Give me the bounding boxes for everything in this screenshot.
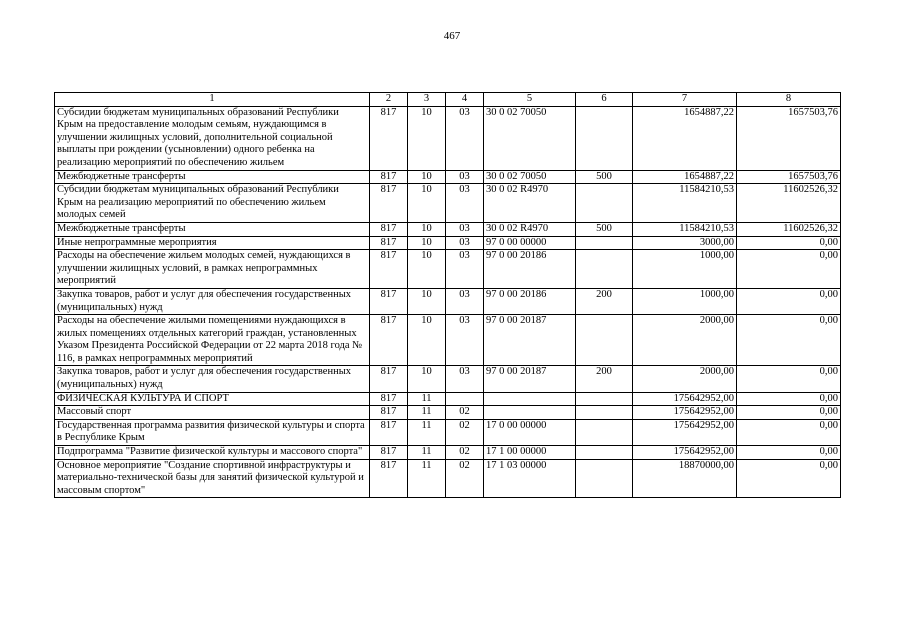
cell-target-article: 97 0 00 20186 — [484, 288, 576, 314]
cell-amount-year-2: 0,00 — [737, 392, 841, 406]
cell-grbs-code: 817 — [370, 446, 408, 460]
table-row — [55, 170, 841, 184]
cell-expense-name: Государственная программа развития физической культуры и спорта в Республике Крым — [55, 419, 370, 445]
cell-subsection-code: 02 — [446, 446, 484, 460]
cell-target-article: 30 0 02 R4970 — [484, 184, 576, 223]
cell-section-code: 10 — [408, 222, 446, 236]
cell-subsection-code: 03 — [446, 250, 484, 289]
header-col-5: 5 — [484, 93, 576, 107]
cell-amount-year-2: 0,00 — [737, 315, 841, 366]
cell-subsection-code: 03 — [446, 170, 484, 184]
table-row — [55, 106, 841, 170]
cell-grbs-code: 817 — [370, 366, 408, 392]
cell-subsection-code: 03 — [446, 288, 484, 314]
cell-amount-year-2: 0,00 — [737, 288, 841, 314]
cell-amount-year-1: 1000,00 — [633, 288, 737, 314]
cell-target-article: 30 0 02 70050 — [484, 170, 576, 184]
cell-target-article: 30 0 02 70050 — [484, 106, 576, 170]
cell-amount-year-2: 11602526,32 — [737, 222, 841, 236]
header-col-6: 6 — [576, 93, 633, 107]
cell-amount-year-1: 1654887,22 — [633, 106, 737, 170]
cell-grbs-code: 817 — [370, 106, 408, 170]
table-row — [55, 236, 841, 250]
cell-expense-name: Расходы на обеспечение жилыми помещениями нуждающихся в жилых помещениях отдельных категорий граждан, установленных Указом Президента Российской Федерации от 22 марта 2018 года № 116, в рамках непрограммных мероприятий — [55, 315, 370, 366]
cell-section-code: 10 — [408, 366, 446, 392]
cell-amount-year-2: 11602526,32 — [737, 184, 841, 223]
cell-grbs-code: 817 — [370, 222, 408, 236]
cell-expense-name: Основное мероприятие "Создание спортивной инфраструктуры и материально-технической базы для занятий физической культурой и массовым спортом" — [55, 459, 370, 498]
table-row — [55, 184, 841, 223]
table-row — [55, 250, 841, 289]
table-row — [55, 222, 841, 236]
cell-expense-type — [576, 236, 633, 250]
header-col-7: 7 — [633, 93, 737, 107]
cell-target-article: 97 0 00 20186 — [484, 250, 576, 289]
cell-expense-name: Межбюджетные трансферты — [55, 222, 370, 236]
cell-subsection-code: 03 — [446, 222, 484, 236]
cell-target-article — [484, 406, 576, 420]
table-row — [55, 288, 841, 314]
cell-expense-type — [576, 250, 633, 289]
cell-expense-type — [576, 184, 633, 223]
cell-section-code: 10 — [408, 106, 446, 170]
cell-grbs-code: 817 — [370, 170, 408, 184]
cell-subsection-code — [446, 392, 484, 406]
cell-target-article: 30 0 02 R4970 — [484, 222, 576, 236]
budget-table — [54, 92, 841, 498]
cell-expense-type: 500 — [576, 222, 633, 236]
cell-subsection-code: 03 — [446, 106, 484, 170]
cell-section-code: 10 — [408, 288, 446, 314]
cell-grbs-code: 817 — [370, 406, 408, 420]
cell-amount-year-1: 1654887,22 — [633, 170, 737, 184]
cell-grbs-code: 817 — [370, 459, 408, 498]
cell-expense-name: ФИЗИЧЕСКАЯ КУЛЬТУРА И СПОРТ — [55, 392, 370, 406]
cell-expense-name: Закупка товаров, работ и услуг для обеспечения государственных (муниципальных) нужд — [55, 366, 370, 392]
cell-grbs-code: 817 — [370, 392, 408, 406]
cell-amount-year-1: 175642952,00 — [633, 392, 737, 406]
cell-expense-type: 500 — [576, 170, 633, 184]
cell-subsection-code: 02 — [446, 406, 484, 420]
cell-amount-year-2: 0,00 — [737, 236, 841, 250]
cell-subsection-code: 03 — [446, 315, 484, 366]
table-row — [55, 419, 841, 445]
cell-subsection-code: 03 — [446, 236, 484, 250]
cell-amount-year-1: 175642952,00 — [633, 406, 737, 420]
cell-amount-year-2: 1657503,76 — [737, 170, 841, 184]
cell-section-code: 10 — [408, 315, 446, 366]
cell-amount-year-1: 3000,00 — [633, 236, 737, 250]
cell-target-article — [484, 392, 576, 406]
cell-expense-name: Массовый спорт — [55, 406, 370, 420]
cell-target-article: 17 0 00 00000 — [484, 419, 576, 445]
cell-target-article: 17 1 03 00000 — [484, 459, 576, 498]
table-row — [55, 315, 841, 366]
cell-expense-type — [576, 315, 633, 366]
cell-expense-name: Расходы на обеспечение жильем молодых семей, нуждающихся в улучшении жилищных условий, в рамках непрограммных мероприятий — [55, 250, 370, 289]
cell-grbs-code: 817 — [370, 184, 408, 223]
cell-amount-year-1: 2000,00 — [633, 366, 737, 392]
cell-section-code: 11 — [408, 446, 446, 460]
cell-amount-year-1: 11584210,53 — [633, 184, 737, 223]
cell-subsection-code: 02 — [446, 419, 484, 445]
cell-expense-type — [576, 392, 633, 406]
cell-amount-year-1: 2000,00 — [633, 315, 737, 366]
cell-amount-year-2: 0,00 — [737, 446, 841, 460]
cell-amount-year-1: 18870000,00 — [633, 459, 737, 498]
cell-target-article: 97 0 00 20187 — [484, 366, 576, 392]
page-number: 467 — [443, 30, 461, 42]
table-body — [55, 106, 841, 498]
cell-expense-name: Закупка товаров, работ и услуг для обеспечения государственных (муниципальных) нужд — [55, 288, 370, 314]
cell-target-article: 17 1 00 00000 — [484, 446, 576, 460]
cell-subsection-code: 03 — [446, 184, 484, 223]
table-row — [55, 366, 841, 392]
cell-subsection-code: 03 — [446, 366, 484, 392]
cell-section-code: 10 — [408, 184, 446, 223]
cell-expense-name: Субсидии бюджетам муниципальных образований Республики Крым на предоставление молодым семьям, нуждающимся в улучшении жилищных условий, дополнительной социальной выплаты при рождении (усыновлении) одного ребенка на реализацию мероприятий по обеспечению жильем — [55, 106, 370, 170]
table-row — [55, 446, 841, 460]
cell-expense-name: Подпрограмма "Развитие физической культуры и массового спорта" — [55, 446, 370, 460]
cell-amount-year-2: 0,00 — [737, 250, 841, 289]
cell-grbs-code: 817 — [370, 250, 408, 289]
cell-expense-type — [576, 406, 633, 420]
cell-amount-year-1: 175642952,00 — [633, 419, 737, 445]
cell-expense-type — [576, 459, 633, 498]
cell-amount-year-1: 175642952,00 — [633, 446, 737, 460]
table-row — [55, 392, 841, 406]
table-header-row — [55, 93, 841, 107]
cell-amount-year-2: 1657503,76 — [737, 106, 841, 170]
cell-amount-year-2: 0,00 — [737, 419, 841, 445]
cell-expense-name: Субсидии бюджетам муниципальных образований Республики Крым на реализацию мероприятий по обеспечению жильем молодых семей — [55, 184, 370, 223]
cell-expense-name: Межбюджетные трансферты — [55, 170, 370, 184]
cell-amount-year-2: 0,00 — [737, 406, 841, 420]
header-col-1: 1 — [55, 93, 370, 107]
cell-section-code: 11 — [408, 419, 446, 445]
cell-subsection-code: 02 — [446, 459, 484, 498]
cell-amount-year-2: 0,00 — [737, 459, 841, 498]
cell-amount-year-2: 0,00 — [737, 366, 841, 392]
header-col-2: 2 — [370, 93, 408, 107]
cell-section-code: 10 — [408, 236, 446, 250]
cell-expense-type: 200 — [576, 366, 633, 392]
cell-expense-type: 200 — [576, 288, 633, 314]
cell-amount-year-1: 11584210,53 — [633, 222, 737, 236]
cell-grbs-code: 817 — [370, 288, 408, 314]
table-row — [55, 459, 841, 498]
cell-section-code: 11 — [408, 406, 446, 420]
cell-grbs-code: 817 — [370, 419, 408, 445]
cell-grbs-code: 817 — [370, 236, 408, 250]
cell-amount-year-1: 1000,00 — [633, 250, 737, 289]
cell-expense-type — [576, 106, 633, 170]
cell-section-code: 10 — [408, 250, 446, 289]
cell-target-article: 97 0 00 00000 — [484, 236, 576, 250]
cell-section-code: 11 — [408, 392, 446, 406]
cell-expense-type — [576, 419, 633, 445]
cell-expense-name: Иные непрограммные мероприятия — [55, 236, 370, 250]
cell-section-code: 10 — [408, 170, 446, 184]
cell-target-article: 97 0 00 20187 — [484, 315, 576, 366]
cell-grbs-code: 817 — [370, 315, 408, 366]
cell-expense-type — [576, 446, 633, 460]
cell-section-code: 11 — [408, 459, 446, 498]
header-col-4: 4 — [446, 93, 484, 107]
table-row — [55, 406, 841, 420]
header-col-3: 3 — [408, 93, 446, 107]
header-col-8: 8 — [737, 93, 841, 107]
